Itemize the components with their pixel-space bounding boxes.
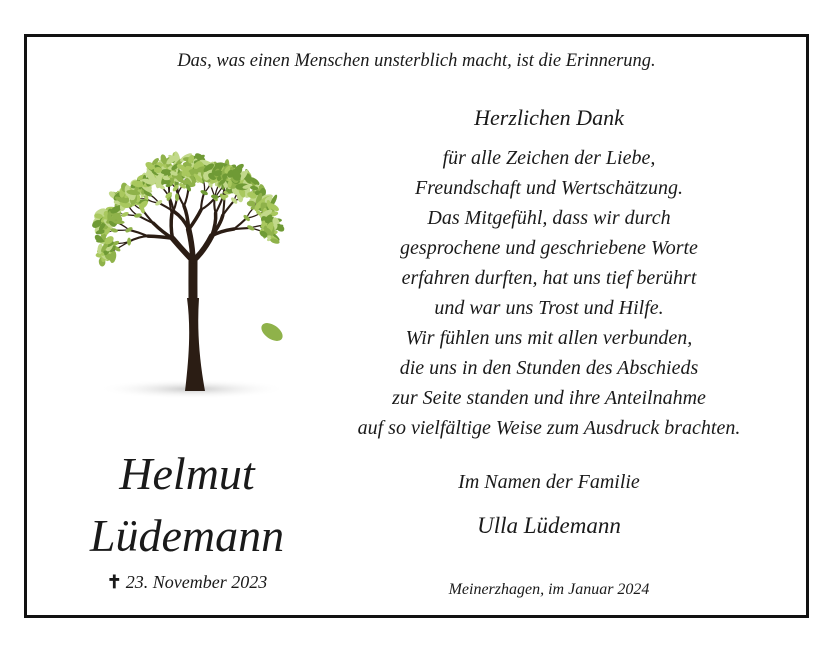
cross-icon: ✝ [106, 572, 122, 592]
thanks-line: Freundschaft und Wertschätzung. [415, 177, 683, 199]
place-date: Meinerzhagen, im Januar 2024 [448, 581, 650, 598]
thanks-line: und war uns Trost und Hilfe. [434, 297, 664, 319]
thanks-line: gesprochene und geschriebene Worte [400, 237, 698, 259]
death-date-text: 23. November 2023 [125, 572, 268, 592]
thanks-line: erfahren durften, hat uns tief berührt [401, 267, 697, 289]
thanks-line: für alle Zeichen der Liebe, [442, 147, 656, 169]
memorial-quote: Das, was einen Menschen unsterblich macht, ist die Erinnerung. [177, 51, 656, 71]
thanks-line: auf so vielfältige Weise zum Ausdruck brachten. [357, 417, 741, 439]
notice-frame [24, 34, 809, 618]
tree-icon [47, 103, 332, 403]
family-line: Im Namen der Familie [458, 471, 640, 493]
thanks-heading: Herzlichen Dank [474, 105, 624, 130]
thanks-line: die uns in den Stunden des Abschieds [399, 357, 699, 379]
thanks-line: zur Seite standen und ihre Anteilnahme [392, 387, 706, 409]
death-date [47, 572, 327, 593]
thanks-line: Wir fühlen uns mit allen verbunden, [405, 327, 693, 349]
thanks-line: Das Mitgefühl, dass wir durch [427, 207, 671, 229]
thanks-text [319, 143, 779, 443]
deceased-last-name: Lüdemann [89, 510, 285, 561]
deceased-first-name: Helmut [119, 448, 255, 499]
signer-name: Ulla Lüdemann [477, 513, 621, 538]
